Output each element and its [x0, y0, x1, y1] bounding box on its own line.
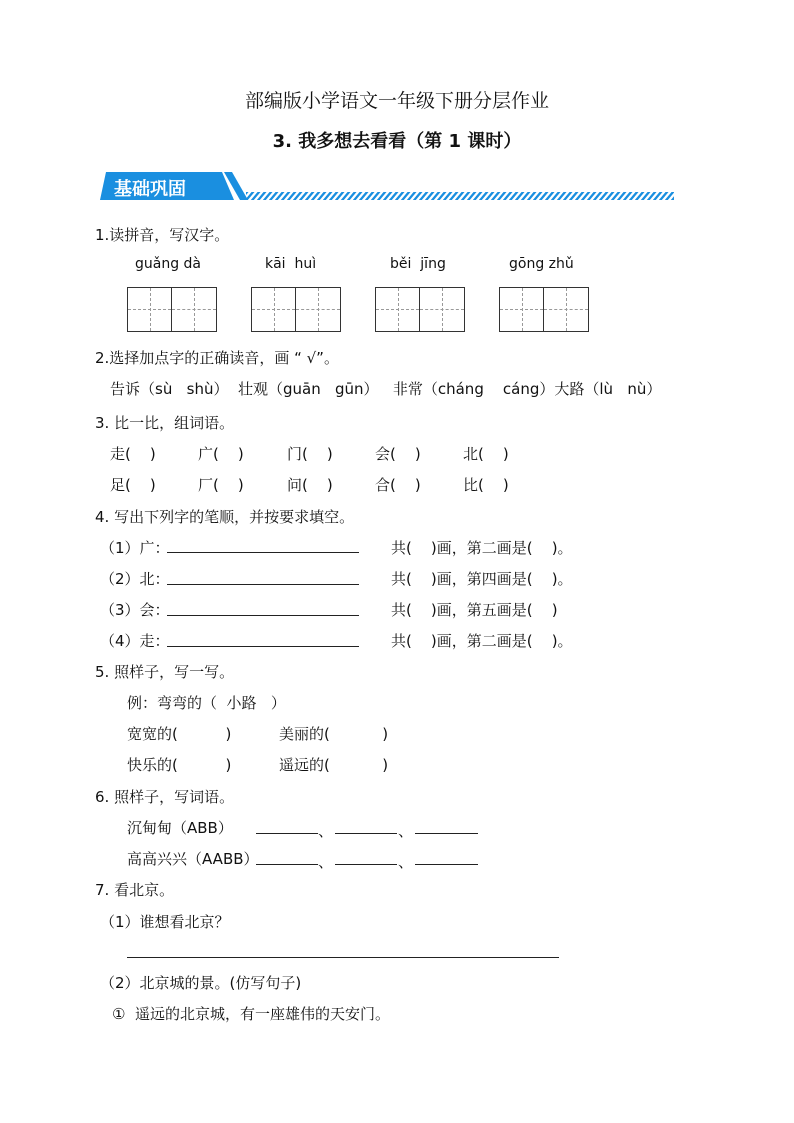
q6-r1-blank-2[interactable]: [335, 833, 397, 834]
q5-r1-1[interactable]: 宽宽的( ): [127, 725, 232, 743]
q5-prompt: 5. 照样子，写一写。: [95, 663, 235, 681]
q6-r1-sep-1: 、: [318, 822, 334, 840]
q3-r1-5[interactable]: 北( ): [463, 445, 509, 463]
q3-r2-2[interactable]: 厂( ): [198, 476, 244, 494]
q3-r2-5[interactable]: 比( ): [463, 476, 509, 494]
writing-grid-3[interactable]: [375, 287, 465, 332]
q4-item-4-label: （4）走：: [100, 632, 170, 650]
section-banner: [96, 170, 676, 204]
q7-sentence: ① 遥远的北京城，有一座雄伟的天安门。: [112, 1005, 390, 1023]
writing-grid-4[interactable]: [499, 287, 589, 332]
q3-r2-3[interactable]: 问( ): [287, 476, 333, 494]
q4-prompt: 4. 写出下列字的笔顺，并按要求填空。: [95, 508, 355, 526]
q1-pinyin-2: kāi huì: [265, 256, 317, 272]
q3-r2-4[interactable]: 合( ): [375, 476, 421, 494]
q6-row1-label: 沉甸甸（ABB）: [127, 819, 233, 837]
q5-r2-2[interactable]: 遥远的( ): [279, 756, 389, 774]
q2-prompt: 2.选择加点字的正确读音，画 “ √”。: [95, 349, 339, 367]
lesson-subtitle: 3. 我多想去看看（第 1 课时）: [272, 131, 522, 152]
q3-r1-2[interactable]: 广( ): [198, 445, 244, 463]
q5-example: 例：弯弯的（ 小路 ）: [127, 694, 286, 712]
writing-grid-1[interactable]: [127, 287, 217, 332]
q6-r2-blank-1[interactable]: [256, 864, 318, 865]
q3-prompt: 3. 比一比，组词语。: [95, 414, 235, 432]
q5-r2-1[interactable]: 快乐的( ): [127, 756, 232, 774]
q7-sub1: （1）谁想看北京？: [100, 913, 230, 931]
q4-item-3-tail: 共( )画，第五画是( ): [391, 601, 558, 619]
q3-r2-1[interactable]: 足( ): [110, 476, 156, 494]
q6-prompt: 6. 照样子，写词语。: [95, 788, 235, 806]
q6-r2-sep-1: 、: [318, 853, 334, 871]
q4-item-4-tail: 共( )画，第二画是( )。: [391, 632, 573, 650]
q4-item-3-blank[interactable]: [167, 615, 359, 616]
q4-item-2-tail: 共( )画，第四画是( )。: [391, 570, 573, 588]
q3-r1-1[interactable]: 走( ): [110, 445, 156, 463]
q6-r2-blank-2[interactable]: [335, 864, 397, 865]
q5-r1-2[interactable]: 美丽的( ): [279, 725, 389, 743]
section-title: 基础巩固: [114, 179, 186, 200]
q4-item-3-label: （3）会：: [100, 601, 170, 619]
q4-item-1-blank[interactable]: [167, 552, 359, 553]
q4-item-1-tail: 共( )画，第二画是( )。: [391, 539, 573, 557]
q7-prompt: 7. 看北京。: [95, 881, 175, 899]
q1-pinyin-1: guǎng dà: [135, 256, 202, 272]
q4-item-4-blank[interactable]: [167, 646, 359, 647]
q6-r2-sep-2: 、: [398, 853, 414, 871]
q6-r1-sep-2: 、: [398, 822, 414, 840]
q7-answer-line[interactable]: [127, 957, 559, 958]
q7-sub2: （2）北京城的景。(仿写句子): [100, 974, 302, 992]
q2-options-line: 告诉（sù shù） 壮观（guān gūn） 非常（cháng cáng）大路（lù nù）: [110, 380, 662, 398]
q6-r1-blank-3[interactable]: [415, 833, 478, 834]
page-title: 部编版小学语文一年级下册分层作业: [244, 90, 549, 112]
q1-pinyin-4: gōng zhǔ: [509, 256, 574, 272]
q1-pinyin-3: běi jīng: [390, 256, 446, 272]
q3-r1-3[interactable]: 门( ): [287, 445, 333, 463]
q6-row2-label: 高高兴兴（AABB）: [127, 850, 259, 868]
writing-grid-2[interactable]: [251, 287, 341, 332]
q6-r2-blank-3[interactable]: [415, 864, 478, 865]
q1-prompt: 1.读拼音，写汉字。: [95, 226, 230, 244]
q4-item-1-label: （1）广：: [100, 539, 170, 557]
q6-r1-blank-1[interactable]: [256, 833, 318, 834]
q4-item-2-blank[interactable]: [167, 584, 359, 585]
q4-item-2-label: （2）北：: [100, 570, 170, 588]
q3-r1-4[interactable]: 会( ): [375, 445, 421, 463]
